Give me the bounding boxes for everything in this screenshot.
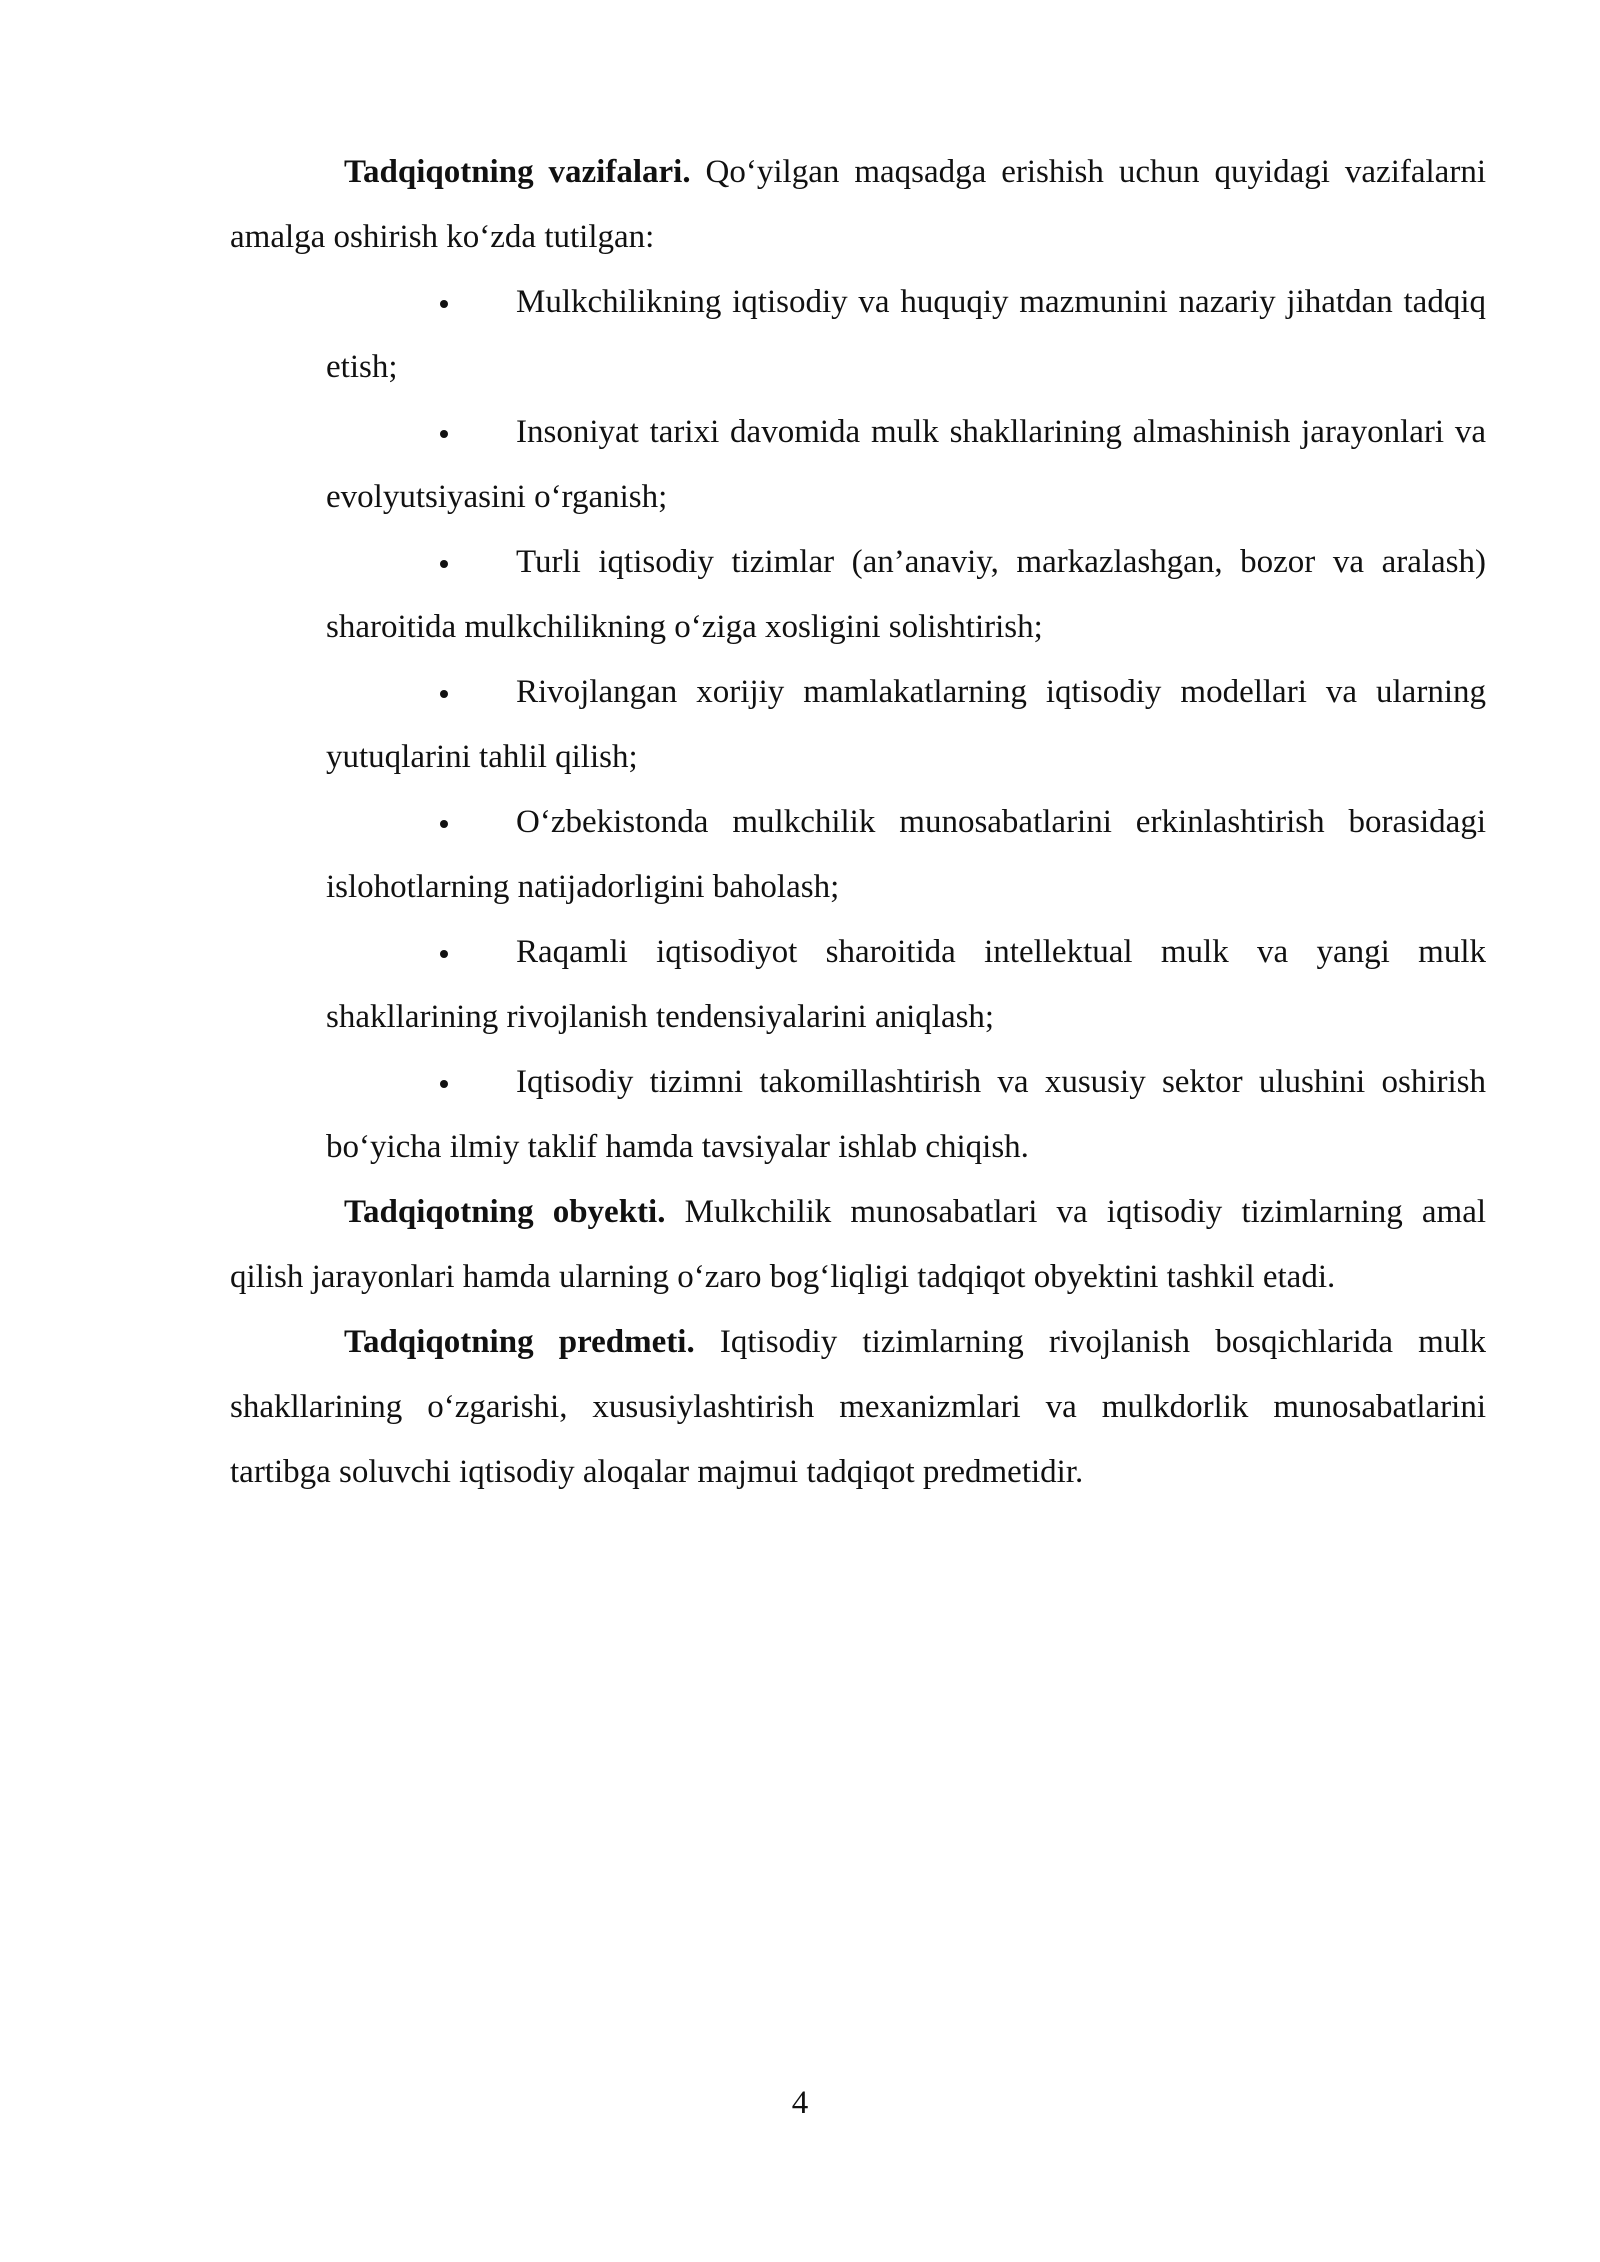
bullet-icon <box>440 560 448 568</box>
page-body <box>230 140 1486 1505</box>
list-item <box>326 790 1486 920</box>
bullet-icon <box>440 1080 448 1088</box>
list-item <box>326 270 1486 400</box>
list-item <box>326 920 1486 1050</box>
object-paragraph <box>230 1180 1486 1310</box>
subject-paragraph <box>230 1310 1486 1505</box>
tasks-list <box>230 270 1486 1180</box>
bullet-icon <box>440 820 448 828</box>
bullet-icon <box>440 690 448 698</box>
tasks-paragraph <box>230 140 1486 270</box>
bullet-icon <box>440 950 448 958</box>
list-item-text: Insoniyat tarixi davomida mulk shakllarining almashinish jarayonlari va evolyutsiyasini o‘rganish; <box>326 414 1486 515</box>
object-heading: Tadqiqotning obyekti. <box>344 1194 666 1230</box>
subject-heading: Tadqiqotning predmeti. <box>344 1324 695 1360</box>
tasks-heading: Tadqiqotning vazifalari. <box>344 154 691 190</box>
tasks-intro: Qo‘yilgan maqsadga erishish uchun quyidagi vazifalarni amalga oshirish ko‘zda tutilgan: <box>230 154 1486 255</box>
list-item-text: Turli iqtisodiy tizimlar (an’anaviy, markazlashgan, bozor va aralash) sharoitida mulkchilikning o‘ziga xosligini solishtirish; <box>326 544 1486 645</box>
page-number: 4 <box>791 2085 809 2121</box>
list-item <box>326 660 1486 790</box>
list-item-text: Rivojlangan xorijiy mamlakatlarning iqtisodiy modellari va ularning yutuqlarini tahlil qilish; <box>326 674 1486 775</box>
subject-text: Iqtisodiy tizimlarning rivojlanish bosqichlarida mulk shakllarining o‘zgarishi, xususiylashtirish mexanizmlari va mulkdorlik munosabatlarini tartibga soluvchi iqtisodiy aloqalar majmui tadqiqot predmetidir. <box>230 1324 1486 1490</box>
bullet-icon <box>440 430 448 438</box>
list-item <box>326 530 1486 660</box>
list-item <box>326 400 1486 530</box>
list-item-text: Mulkchilikning iqtisodiy va huquqiy mazmunini nazariy jihatdan tadqiq etish; <box>326 284 1486 385</box>
list-item-text: O‘zbekistonda mulkchilik munosabatlarini erkinlashtirish borasidagi islohotlarning natijadorligini baholash; <box>326 804 1486 905</box>
list-item <box>326 1050 1486 1180</box>
bullet-icon <box>440 300 448 308</box>
list-item-text: Iqtisodiy tizimni takomillashtirish va xususiy sektor ulushini oshirish bo‘yicha ilmiy taklif hamda tavsiyalar ishlab chiqish. <box>326 1064 1486 1165</box>
list-item-text: Raqamli iqtisodiyot sharoitida intellektual mulk va yangi mulk shakllarining rivojlanish tendensiyalarini aniqlash; <box>326 934 1486 1035</box>
object-text: Mulkchilik munosabatlari va iqtisodiy tizimlarning amal qilish jarayonlari hamda ularning o‘zaro bog‘liqligi tadqiqot obyektini tashkil etadi. <box>230 1194 1487 1295</box>
